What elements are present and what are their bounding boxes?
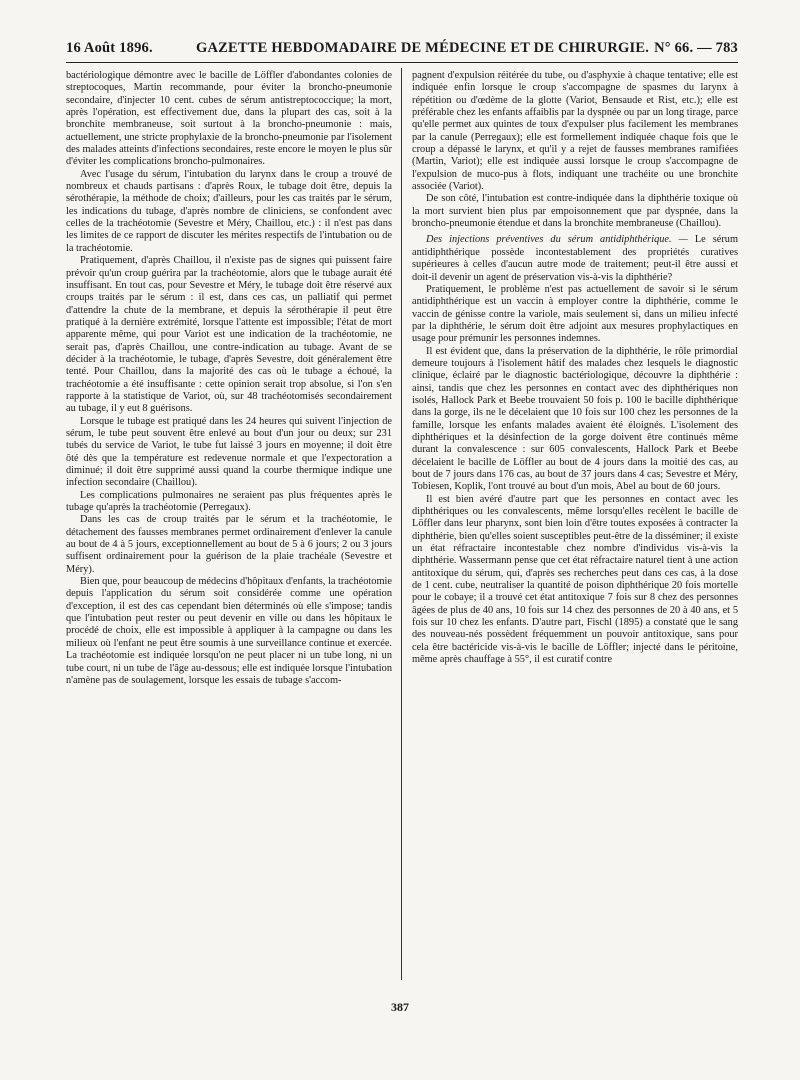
page-number: 387	[391, 1000, 409, 1014]
right-column	[412, 70, 738, 1050]
section-text: Le sérum antidiphthérique possède incontestablement des propriétés curatives supérieures à celles d'aucun autre mode de traitement; peut-il être aussi et doit-il devenir un agent de préservation vis-à-vis la diphthérie?	[412, 234, 738, 283]
section-heading: Des injections préventives du sérum antidiphthérique. —	[426, 234, 688, 246]
issue-number: N° 66. — 783	[654, 40, 738, 56]
section-paragraph	[412, 234, 738, 283]
paragraph: bactériologique démontre avec le bacille de Löffler d'abondantes colonies de streptocoques, Martin recommande, pour éviter la broncho-pneumonie secondaire, d'injecter 10 cent. cubes de sérum antistreptococcique; la mort, après l'opération, est effectivement due, dans la plupart des cas, soit à la bronchite membraneuse, soit surtout à la broncho-pneumonie : mais, actuellement, une stricte prophylaxie de la broncho-pneumonie par l'isolement des malades atteints d'infections secondaires, reste encore le moyen le plus sûr d'éviter les complications broncho-pulmonaires.	[66, 70, 392, 168]
paragraph: Pratiquement, le problème n'est pas actuellement de savoir si le sérum antidiphthérique est un vaccin à employer contre la diphthérie, comme le vaccin de génisse contre la variole, mais seulement si, dans un milieu infecté par la diphthérie, le sérum doit être adjoint aux mesures prophylactiques en usage pour prémunir les personnes indemnes.	[412, 283, 738, 345]
running-header	[66, 38, 738, 63]
paragraph: De son côté, l'intubation est contre-indiquée dans la diphthérie toxique où la mort survient bien plus par empoisonnement que par dyspnée, dans la broncho-pneumonie étendue et dans la bronchite membraneuse (Chaillou).	[412, 193, 738, 230]
issue-date: 16 Août 1896.	[66, 40, 153, 56]
paragraph: pagnent d'expulsion réitérée du tube, ou d'asphyxie à chaque tentative; elle est indiquée enfin lorsque le croup s'accompagne de spasmes du larynx à répétition ou d'œdème de la glotte (Variot, Bensaude et Rist, etc.); elle est préférable chez les enfants affaiblis par la dyspnée ou par un long tirage, parce qu'elle permet aux quintes de toux d'expulser plus facilement les membranes par la canule (Perregaux); elle est formellement indiquée chaque fois que le croup a dépassé le larynx, et qu'il y a rejet de fausses membranes ramifiées (Martin, Variot); elle est indiquée aussi lorsque le croup s'accompagne de l'expulsion de muco-pus à flots, indiquant une trachéite ou une bronchite associée (Variot).	[412, 70, 738, 193]
paragraph: Lorsque le tubage est pratiqué dans les 24 heures qui suivent l'injection de sérum, le tube peut souvent être enlevé au bout d'un jour ou deux; sur 231 tubés du service de Variot, le tube fut laissé 3 jours en moyenne; il doit être ôté dès que la température est redevenue normale et que l'expectoration a diminué; il doit être supprimé aussi quand la courbe thermique indique une infection secondaire (Chaillou).	[66, 415, 392, 489]
paragraph: Dans les cas de croup traités par le sérum et la trachéotomie, le détachement des fausses membranes permet ordinairement d'enlever la canule au bout de 4 à 5 jours, exceptionnellement au bout de 5 à 6 jours; 2 ou 3 jours suffisent ordinairement pour la guérison de la plaie trachéale (Sevestre et Méry).	[66, 514, 392, 575]
journal-title: GAZETTE HEBDOMADAIRE DE MÉDECINE ET DE CHIRURGIE.	[196, 40, 650, 56]
paragraph: Il est évident que, dans la préservation de la diphthérie, le rôle primordial demeure toujours à l'isolement hâtif des malades chez lesquels le diagnostic clinique, éclairé par le diagnostic bactériologique, découvre la diphthérie : ainsi, tandis que chez les personnes en contact avec des diphthériques non isolés, Hallock Park et Beebe trouvaient 50 fois p. 100 le bacille diphthérique dans la gorge, ils ne le décelaient que 10 fois sur 100 chez les personnes de la famille, lorsque les enfants malades avaient été éloignés. L'isolement des diphthériques et la désinfection de la gorge doivent être continués même durant la convalescence : sur 605 convalescents, Hallock Park et Beebe décelaient le bacille de Löffler au bout de 4 jours dans la moitié des cas, au bout de 7 jours dans 176 cas, au bout de 37 jours dans 4 cas; Sevestre et Méry, Tobiesen, Koplik, l'ont trouvé au bout d'un mois, Abel au bout de 60 jours.	[412, 345, 738, 493]
left-column	[66, 70, 392, 1050]
paragraph: Bien que, pour beaucoup de médecins d'hôpitaux d'enfants, la trachéotomie depuis l'application du sérum soit considérée comme une opération d'exception, il est des cas cependant bien déterminés où elle s'impose; tandis que l'intubation peut rester ou peut devenir en ville ou dans les hôpitaux le procédé de choix, elle est impossible à appliquer à la campagne ou dans les milieux où l'enfant ne peut être soumis à une surveillance continue et exercée. La trachéotomie est indiquée lorsqu'on ne peut placer ni un tube long, ni un tube court, ni un tube de l'âge au-dessous; elle est indiquée lorsque l'intubation n'amène pas de soulagement, lorsque les essais de tubage s'accom-	[66, 576, 392, 686]
paragraph: Pratiquement, d'après Chaillou, il n'existe pas de signes qui puissent faire prévoir qu'un croup guérira par la trachéotomie, alors que le tubage aurait été insuffisant. En tout cas, pour Sevestre et Méry, le tubage doit être réservé aux croups traités par le sérum : il est, dans ces cas, un palliatif qui permet d'attendre la chute de la membrane, et depuis la sérothérapie il peut être pratiqué à la dernière extrémité, lorsque l'attente est impossible; l'état de mort apparente même, qui pour Variot est une indication de la trachéotomie, ne serait pas, d'après Chaillou, une contre-indication au tubage. Avant de se décider à la trachéotomie, le tubage, d'après Sevestre, doit généralement être tenté. Pour Chaillou, dans la majorité des cas où le tubage a échoué, la trachéotomie a été insuffisante : cette opinion serait trop absolue, si l'on s'en rapporte à la statistique de Variot, où, sur 48 trachéotomisés secondairement au tubage, il y eut 8 guérisons.	[66, 255, 392, 415]
paragraph: Avec l'usage du sérum, l'intubation du larynx dans le croup a trouvé de nombreux et chauds partisans : d'après Roux, le tubage doit être, depuis la sérothérapie, la méthode de choix; d'ailleurs, pour les cas traités par le sérum, les indications du tubage, d'après nombre de cliniciens, se confondent avec celles de la trachéotomie (Sevestre et Méry, Chaillou, etc.) : il n'est pas dans les limites de ce rapport de discuter les mérites respectifs de l'intubation ou de la trachéotomie.	[66, 168, 392, 254]
paragraph: Les complications pulmonaires ne seraient pas plus fréquentes après le tubage qu'après la trachéotomie (Perregaux).	[66, 489, 392, 514]
column-divider	[401, 68, 402, 980]
paragraph: Il est bien avéré d'autre part que les personnes en contact avec les diphthériques ou les convalescents, même lorsqu'elles recèlent le bacille de Löffler dans leur pharynx, sont bien loin d'être toutes exposées à contracter la diphthérie, bien qu'elles soient susceptibles peut-être de la disséminer; il existe un état réfractaire incontestable chez nombre d'individus vis-à-vis la diphthérie. Wassermann pense que cet état réfractaire naturel tient à une action antitoxique du sérum, qui, d'après ses recherches peut dans ces cas, à la dose de 1 cent. cube, neutraliser la quantité de poison diphthérique 20 fois mortelle pour le cobaye; il a trouvé cet état antitoxique 7 fois sur 8 chez des personnes âgées de plus de 40 ans, 10 fois sur 14 chez des personnes de 20 à 40 ans, et 5 fois sur 10 chez les enfants. D'autre part, Fischl (1895) a constaté que le sang des nouveau-nés possèdent fréquemment un pouvoir antitoxique, sans pour cela être bactéricide vis-à-vis le bacille de Löffler; injecté dans le péritoine, même après chauffage à 55°, il est curatif contre	[412, 493, 738, 666]
